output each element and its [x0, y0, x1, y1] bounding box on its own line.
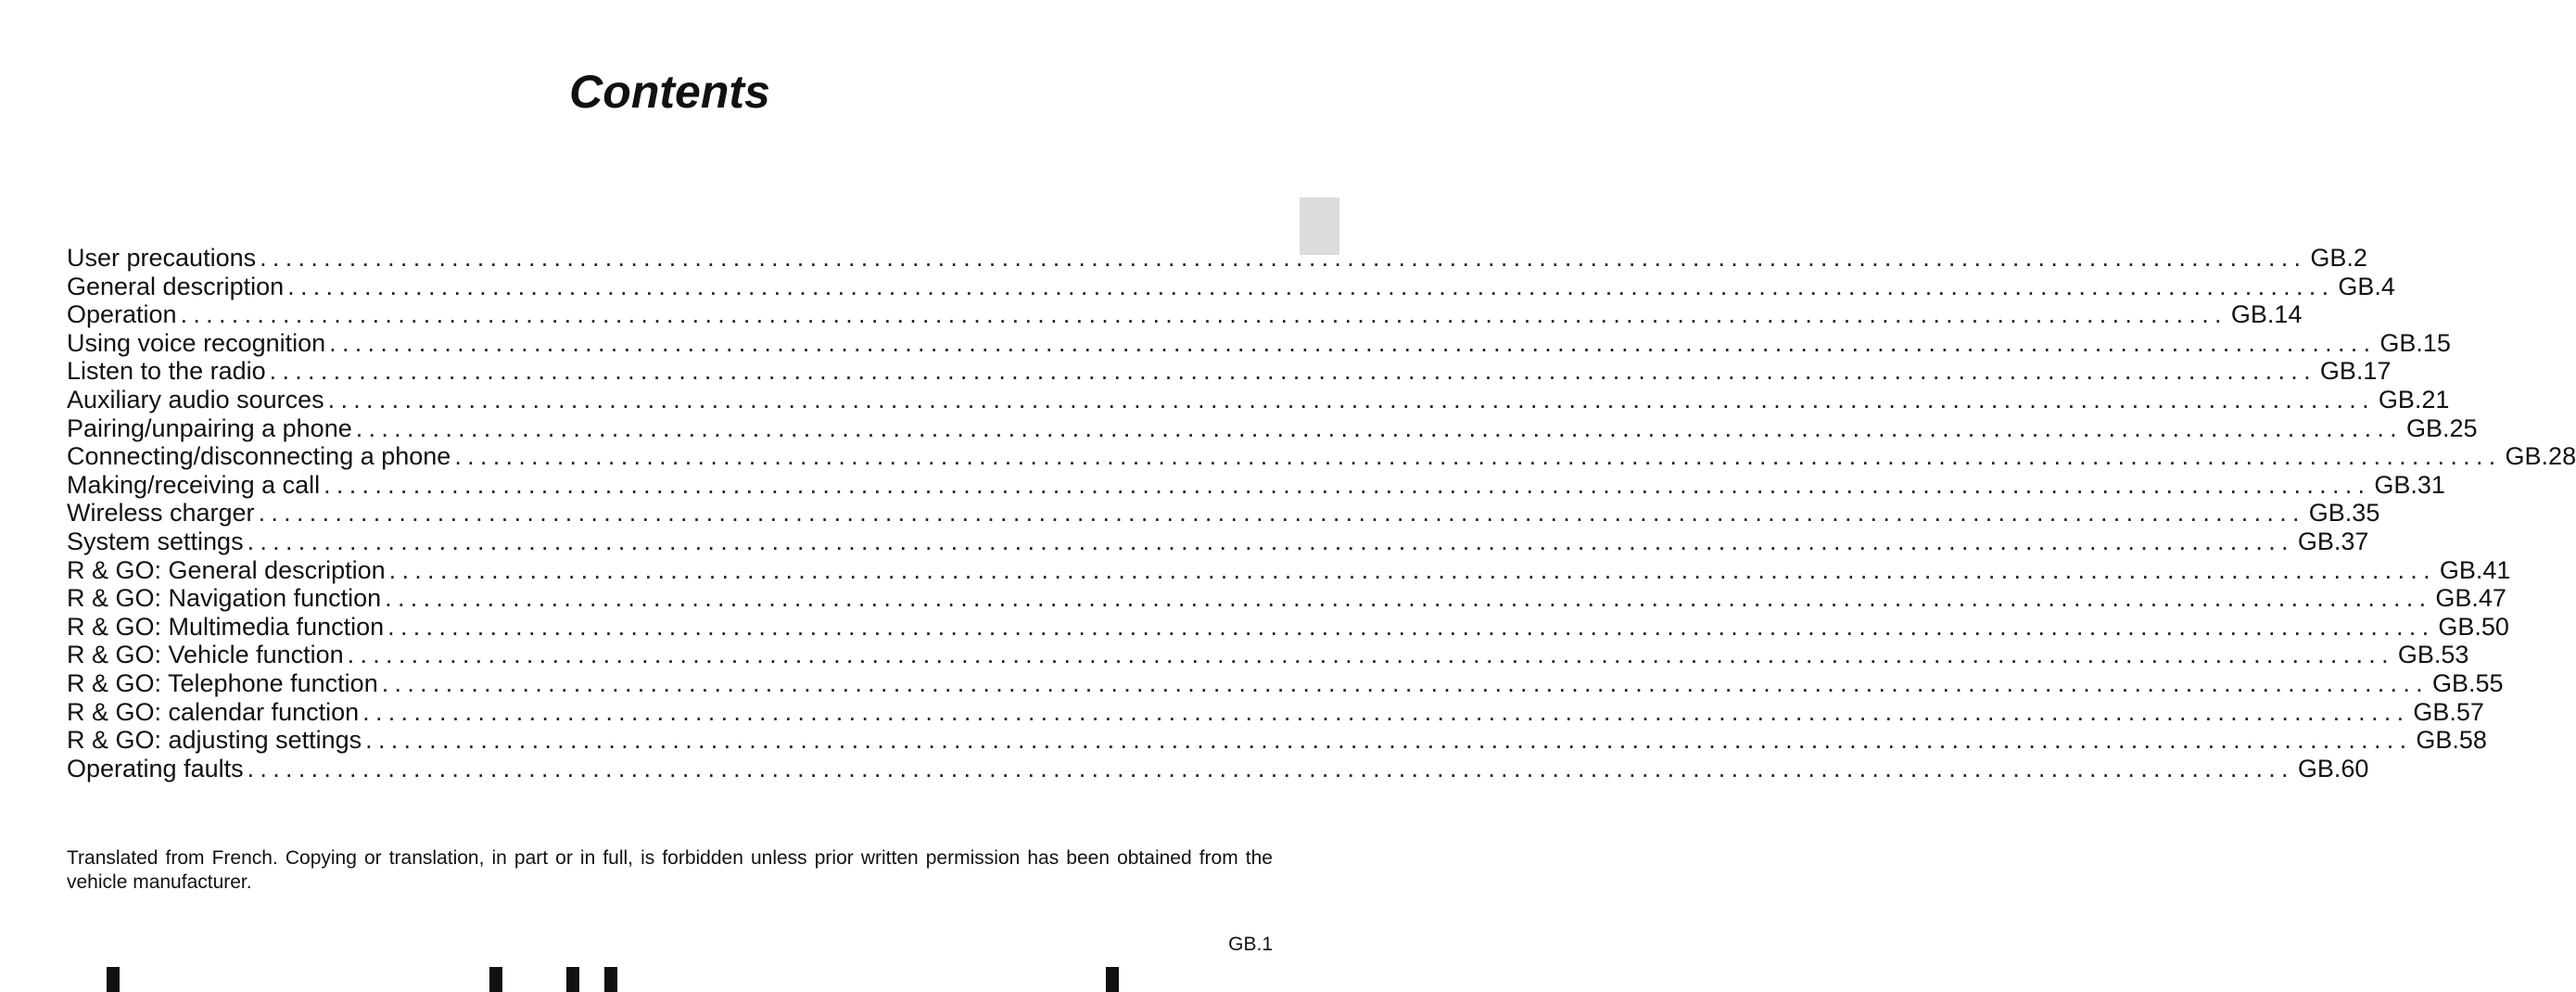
page-title: Contents — [569, 66, 770, 118]
toc-entry[interactable] — [67, 244, 2367, 273]
toc-dot-leader: ................................................................................................................................................................ — [287, 272, 2335, 300]
toc-entry[interactable] — [67, 641, 2469, 669]
toc-entry-title: R & GO: Vehicle function — [67, 641, 344, 669]
toc-page-reference: GB.35 — [2308, 499, 2380, 528]
toc-entry-title: General description — [67, 272, 285, 300]
toc-entry-title: Connecting/disconnecting a phone — [67, 442, 451, 471]
toc-entry[interactable] — [67, 555, 2511, 585]
toc-page-reference: GB.17 — [2319, 357, 2392, 386]
toc-entry-title: R & GO: General description — [67, 555, 386, 584]
toc-dot-leader: ................................................................................................................................................................ — [385, 584, 2432, 613]
toc-page-reference: GB.60 — [2297, 754, 2369, 782]
toc-dot-leader: ................................................................................................................................................................ — [258, 499, 2305, 528]
toc-page-reference: GB.28 — [2505, 442, 2576, 471]
toc-entry-title: R & GO: Navigation function — [67, 584, 382, 613]
toc-entry[interactable] — [67, 584, 2506, 613]
toc-dot-leader: ................................................................................................................................................................ — [180, 300, 2227, 329]
toc-page-reference: GB.53 — [2397, 641, 2469, 669]
toc-page-reference: GB.15 — [2379, 328, 2451, 357]
toc-dot-leader: ................................................................................................................................................................ — [347, 641, 2394, 669]
toc-page-reference: GB.55 — [2431, 668, 2504, 697]
toc-entry[interactable] — [67, 612, 2509, 642]
toc-page-reference: GB.4 — [2338, 272, 2395, 300]
toc-page-reference: GB.14 — [2230, 300, 2303, 329]
toc-dot-leader: ................................................................................................................................................................ — [324, 470, 2371, 499]
toc-entry[interactable] — [67, 668, 2504, 698]
toc-page-reference: GB.50 — [2438, 612, 2509, 641]
toc-dot-leader: ................................................................................................................................................................ — [387, 612, 2435, 641]
toc-entry-title: User precautions — [67, 244, 257, 272]
toc-page-reference: GB.2 — [2310, 244, 2367, 272]
toc-dot-leader: ................................................................................................................................................................ — [260, 244, 2307, 272]
toc-dot-leader: ................................................................................................................................................................ — [454, 442, 2502, 471]
toc-entry-title: Using voice recognition — [67, 328, 326, 357]
toc-entry-title: R & GO: Telephone function — [67, 668, 378, 697]
toc-entry-title: Wireless charger — [67, 499, 255, 528]
toc-entry-title: Operating faults — [67, 754, 244, 782]
toc-page-reference: GB.21 — [2378, 385, 2450, 413]
toc-dot-leader: ................................................................................................................................................................ — [269, 357, 2316, 386]
toc-dot-leader: ................................................................................................................................................................ — [365, 726, 2413, 755]
toc-entry[interactable] — [67, 385, 2450, 414]
toc-entry-title: R & GO: adjusting settings — [67, 726, 362, 755]
toc-entry[interactable] — [67, 470, 2445, 500]
crop-mark — [107, 967, 120, 992]
toc-entry[interactable] — [67, 300, 2303, 329]
toc-page-reference: GB.37 — [2297, 527, 2369, 555]
toc-dot-leader: ................................................................................................................................................................ — [355, 413, 2403, 442]
page-number: GB.1 — [1228, 934, 1273, 955]
toc-entry-title: Making/receiving a call — [67, 470, 321, 499]
table-of-contents — [67, 244, 2576, 782]
toc-entry-title: R & GO: Multimedia function — [67, 612, 385, 641]
toc-entry[interactable] — [67, 726, 2487, 755]
crop-mark — [604, 967, 617, 992]
toc-entry-title: Pairing/unpairing a phone — [67, 413, 352, 442]
toc-entry-title: System settings — [67, 527, 244, 555]
toc-entry[interactable] — [67, 697, 2484, 727]
toc-entry[interactable] — [67, 527, 2369, 556]
toc-page-reference: GB.57 — [2413, 697, 2484, 726]
toc-entry-title: Listen to the radio — [67, 357, 266, 386]
toc-dot-leader: ................................................................................................................................................................ — [247, 754, 2294, 782]
toc-entry[interactable] — [67, 754, 2369, 783]
crop-mark — [566, 967, 579, 992]
toc-dot-leader: ................................................................................................................................................................ — [381, 668, 2429, 697]
crop-mark — [489, 967, 502, 992]
toc-page-reference: GB.47 — [2435, 584, 2506, 613]
toc-entry-title: Operation — [67, 300, 177, 329]
copyright-notice: Translated from French. Copying or translation, in part or in full, is forbidden unless prior written permission has been obtained from the vehicle manufacturer. — [67, 847, 1273, 893]
toc-entry-title: R & GO: calendar function — [67, 697, 360, 726]
toc-page-reference: GB.25 — [2405, 413, 2478, 442]
toc-entry[interactable] — [67, 442, 2576, 471]
toc-dot-leader: ................................................................................................................................................................ — [329, 328, 2377, 357]
toc-entry[interactable] — [67, 499, 2380, 528]
toc-entry[interactable] — [67, 328, 2451, 358]
toc-dot-leader: ................................................................................................................................................................ — [247, 527, 2294, 555]
toc-dot-leader: ................................................................................................................................................................ — [327, 385, 2375, 413]
toc-dot-leader: ................................................................................................................................................................ — [362, 697, 2410, 726]
toc-dot-leader: ................................................................................................................................................................ — [388, 555, 2436, 584]
toc-entry[interactable] — [67, 272, 2395, 301]
toc-entry-title: Auxiliary audio sources — [67, 385, 324, 413]
crop-mark — [1106, 967, 1119, 992]
toc-entry[interactable] — [67, 413, 2478, 443]
toc-entry[interactable] — [67, 357, 2392, 386]
toc-page-reference: GB.41 — [2439, 555, 2511, 584]
toc-page-reference: GB.58 — [2416, 726, 2487, 755]
toc-page-reference: GB.31 — [2374, 470, 2445, 499]
